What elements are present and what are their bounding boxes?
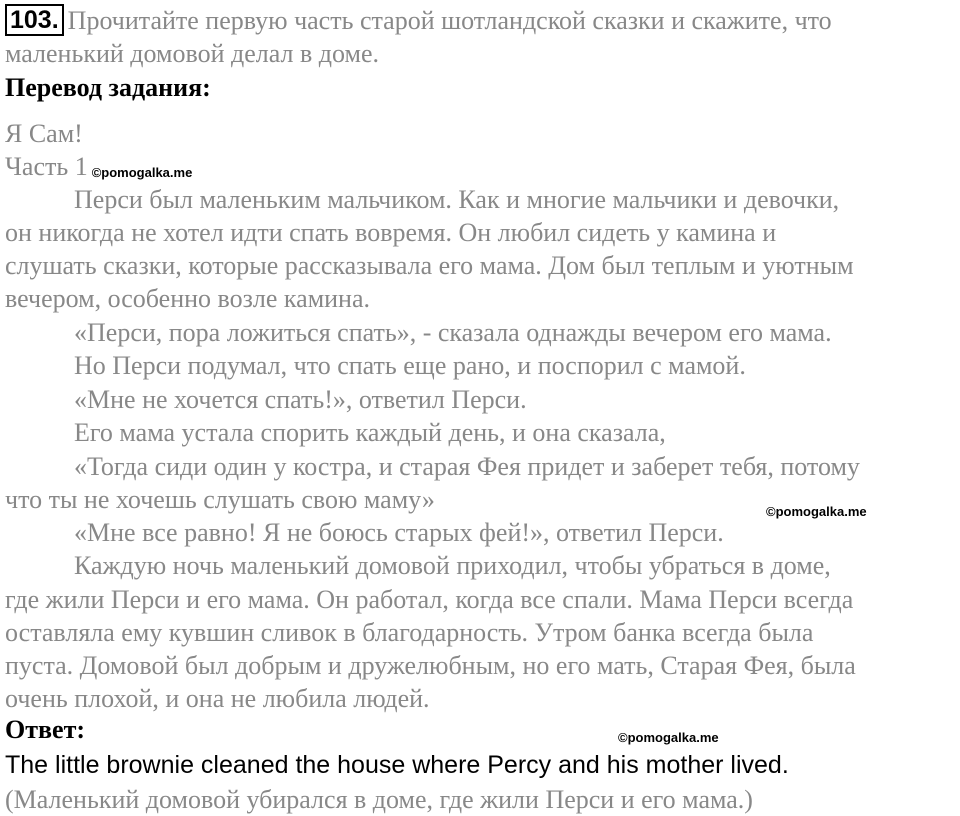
story-line: «Мне все равно! Я не боюсь старых фей!», ответил Перси.: [74, 518, 724, 547]
story-line: «Перси, пора ложиться спать», - сказала однажды вечером его мама.: [74, 318, 832, 347]
story-line: «Тогда сиди один у костра, и старая Фея придет и заберет тебя, потому: [74, 452, 860, 481]
task-text-1: Прочитайте первую часть старой шотландской сказки и скажите, что: [67, 6, 832, 35]
story-line: оставляла ему кувшин сливок в благодарность. Утром банка всегда была: [5, 618, 814, 647]
story-line: «Мне не хочется спать!», ответил Перси.: [74, 385, 527, 414]
story-line: он никогда не хотел идти спать вовремя. Он любил сидеть у камина и: [5, 218, 777, 247]
story-line: очень плохой, и она не любила людей.: [5, 684, 430, 713]
translation-heading: Перевод задания:: [5, 73, 211, 102]
story-line: Каждую ночь маленький домовой приходил, чтобы убраться в доме,: [74, 551, 831, 580]
story-part-label: Часть 1: [5, 152, 88, 181]
story-line: что ты не хочешь слушать свою маму»: [5, 485, 435, 514]
watermark: ©pomogalka.me: [618, 730, 719, 745]
task-number: 103.: [5, 4, 64, 36]
task-line-2: маленький домовой делал в доме.: [5, 39, 379, 68]
answer-english: The little brownie cleaned the house where Percy and his mother lived.: [5, 751, 789, 779]
story-title: Я Сам!: [5, 119, 83, 148]
watermark: ©pomogalka.me: [91, 165, 193, 180]
story-line: где жили Перси и его мама. Он работал, когда все спали. Мама Перси всегда: [5, 585, 854, 614]
story-line: вечером, особенно возле камина.: [5, 284, 371, 313]
watermark: ©pomogalka.me: [766, 504, 867, 519]
story-line: слушать сказки, которые рассказывала его мама. Дом был теплым и уютным: [5, 251, 854, 280]
story-line: Но Перси подумал, что спать еще рано, и поспорил с мамой.: [74, 351, 746, 380]
task-line-1: [5, 4, 832, 37]
story-line: Его мама устала спорить каждый день, и она сказала,: [74, 418, 666, 447]
answer-heading: Ответ:: [5, 715, 86, 744]
story-line: Перси был маленьким мальчиком. Как и многие мальчики и девочки,: [74, 185, 840, 214]
answer-russian: (Маленький домовой убирался в доме, где жили Перси и его мама.): [5, 785, 753, 814]
story-line: пуста. Домовой был добрым и дружелюбным, но его мать, Старая Фея, была: [5, 651, 856, 680]
